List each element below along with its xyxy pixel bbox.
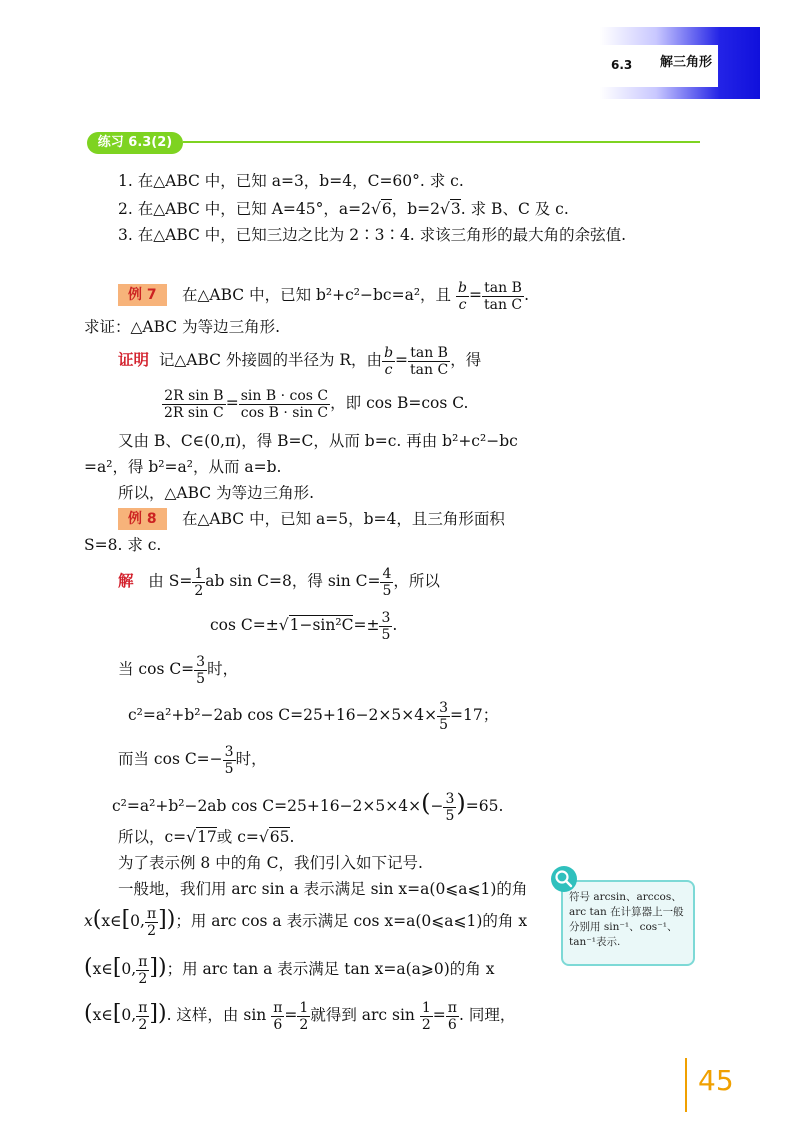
- proof-line-4: =a²，得 b²=a²，从而 a=b.: [84, 458, 282, 476]
- solution-line-2: cos C=±√1−sin²C=± $\frac{3}{5}$ .: [210, 609, 398, 643]
- proof-line-5: 所以，△ABC 为等边三角形.: [118, 484, 315, 502]
- example7-prove: 求证：△ABC 为等边三角形.: [84, 318, 281, 336]
- q2-sqrt-1: 6: [381, 200, 392, 218]
- proof-line-3: 又由 B、C∈(0,π)，得 B=C，从而 b=c. 再由 b²+c²−bc: [118, 432, 518, 450]
- q2-part-c: ，b=2: [391, 200, 441, 218]
- solution-line-6: c²=a²+b²−2ab cos C=25+16−2×5×4×(− $\frac{3}{5}$ )=65.: [112, 789, 504, 824]
- page-number: 45: [698, 1064, 734, 1097]
- exercise-q2: 2. 在△ABC 中，已知 A=45°，a=2√6，b=2√3. 求 B、C 及 c.: [118, 200, 569, 218]
- proof-line-2: $\frac{\text{2R sin B}}{\text{2R sin C}}$ = $\frac{\text{sin B · cos C}}{\text{cos B · sin C}}$ ，即 cos B=cos C.: [164, 387, 469, 421]
- q2-part-e: . 求 B、C 及 c.: [460, 200, 569, 218]
- solution-line-4: c²=a²+b²−2ab cos C=25+16−2×5×4× $\frac{3}{5}$ =17；: [128, 699, 499, 733]
- page-number-divider: [685, 1058, 687, 1112]
- exercise-q3: 3. 在△ABC 中，已知三边之比为 2∶3∶4. 求该三角形的最大角的余弦值.: [118, 226, 627, 244]
- example7-statement: 在△ABC 中，已知 b²+c²−bc=a²，且 $\frac{b}{c}$ = $\frac{\text{tan B}}{\text{tan C}}$ .: [182, 279, 530, 313]
- header-section-title: 解三角形: [660, 55, 713, 70]
- side-note: [561, 880, 695, 966]
- solution-line-1: 解 由 S= $\frac{1}{2}$ ab sin C=8，得 sin C= $\frac{4}{5}$ ，所以: [118, 565, 440, 599]
- solution-line-8: 为了表示例 8 中的角 C，我们引入如下记号.: [118, 854, 423, 872]
- magnifier-icon: [551, 866, 577, 892]
- example7-label: 例 7: [118, 284, 167, 306]
- proof-frac-sincos: $\frac{\text{sin B · cos C}}{\text{cos B · sin C}}$: [240, 387, 329, 421]
- proof-line-1: 证明 记△ABC 外接圆的半径为 R，由 $\frac{b}{c}$ = $\frac{\text{tan B}}{\text{tan C}}$ ，得: [118, 344, 482, 378]
- exercise-q1: 1. 在△ABC 中，已知 a=3，b=4，C=60°. 求 c.: [118, 172, 464, 190]
- solution-line-9: 一般地，我们用 arc sin a 表示满足 sin x=a(0⩽a⩽1)的角: [118, 880, 528, 898]
- solution-line-11: (x∈[0, $\frac{\pi}{2}$ ])；用 arc tan a 表示满足 tan x=a(a⩾0)的角 x: [84, 953, 495, 987]
- exercise-divider: [183, 141, 700, 143]
- solution-line-10: x(x∈[0, $\frac{\pi}{2}$ ])；用 arc cos a 表示满足 cos x=a(0⩽a⩽1)的角 x: [84, 905, 528, 939]
- example8-label: 例 8: [118, 508, 167, 530]
- example8-text: 在△ABC 中，已知 a=5，b=4，且三角形面积: [182, 510, 505, 528]
- q2-part-a: 2. 在△ABC 中，已知 A=45°，a=2: [118, 200, 371, 218]
- header-section-number: 6.3: [611, 58, 633, 72]
- proof-label: 证明: [118, 351, 150, 369]
- solution-line-5: 而当 cos C=− $\frac{3}{5}$ 时，: [118, 743, 267, 777]
- solution-line-12: (x∈[0, $\frac{\pi}{2}$ ]). 这样，由 sin $\frac{\pi}{6}$ = $\frac{1}{2}$ 就得到 arc sin $\frac{1}{2}$ = $\frac{\pi}{6}$ . 同理，: [84, 999, 516, 1033]
- exercise-label: 练习 6.3(2): [87, 132, 183, 154]
- example8-text-2: S=8. 求 c.: [84, 536, 162, 554]
- solution-label: 解: [118, 572, 134, 590]
- example7-frac-tan: $\frac{\text{tan B}}{\text{tan C}}$: [483, 279, 523, 313]
- solution-line-3: 当 cos C= $\frac{3}{5}$ 时，: [118, 653, 239, 687]
- side-note-text: 符号 arcsin、arccos、arc tan 在计算器上一般分别用 sin⁻¹、cos⁻¹、tan⁻¹表示.: [569, 891, 684, 948]
- solution-line-7: 所以，c=√17或 c=√65.: [118, 828, 295, 846]
- example7-frac-bc: $\frac{b}{c}$: [458, 279, 467, 313]
- example7-text: 在△ABC 中，已知 b²+c²−bc=a²，且: [182, 286, 452, 304]
- proof-frac-2r: $\frac{\text{2R sin B}}{\text{2R sin C}}$: [164, 387, 224, 421]
- q2-sqrt-2: 3: [450, 200, 461, 218]
